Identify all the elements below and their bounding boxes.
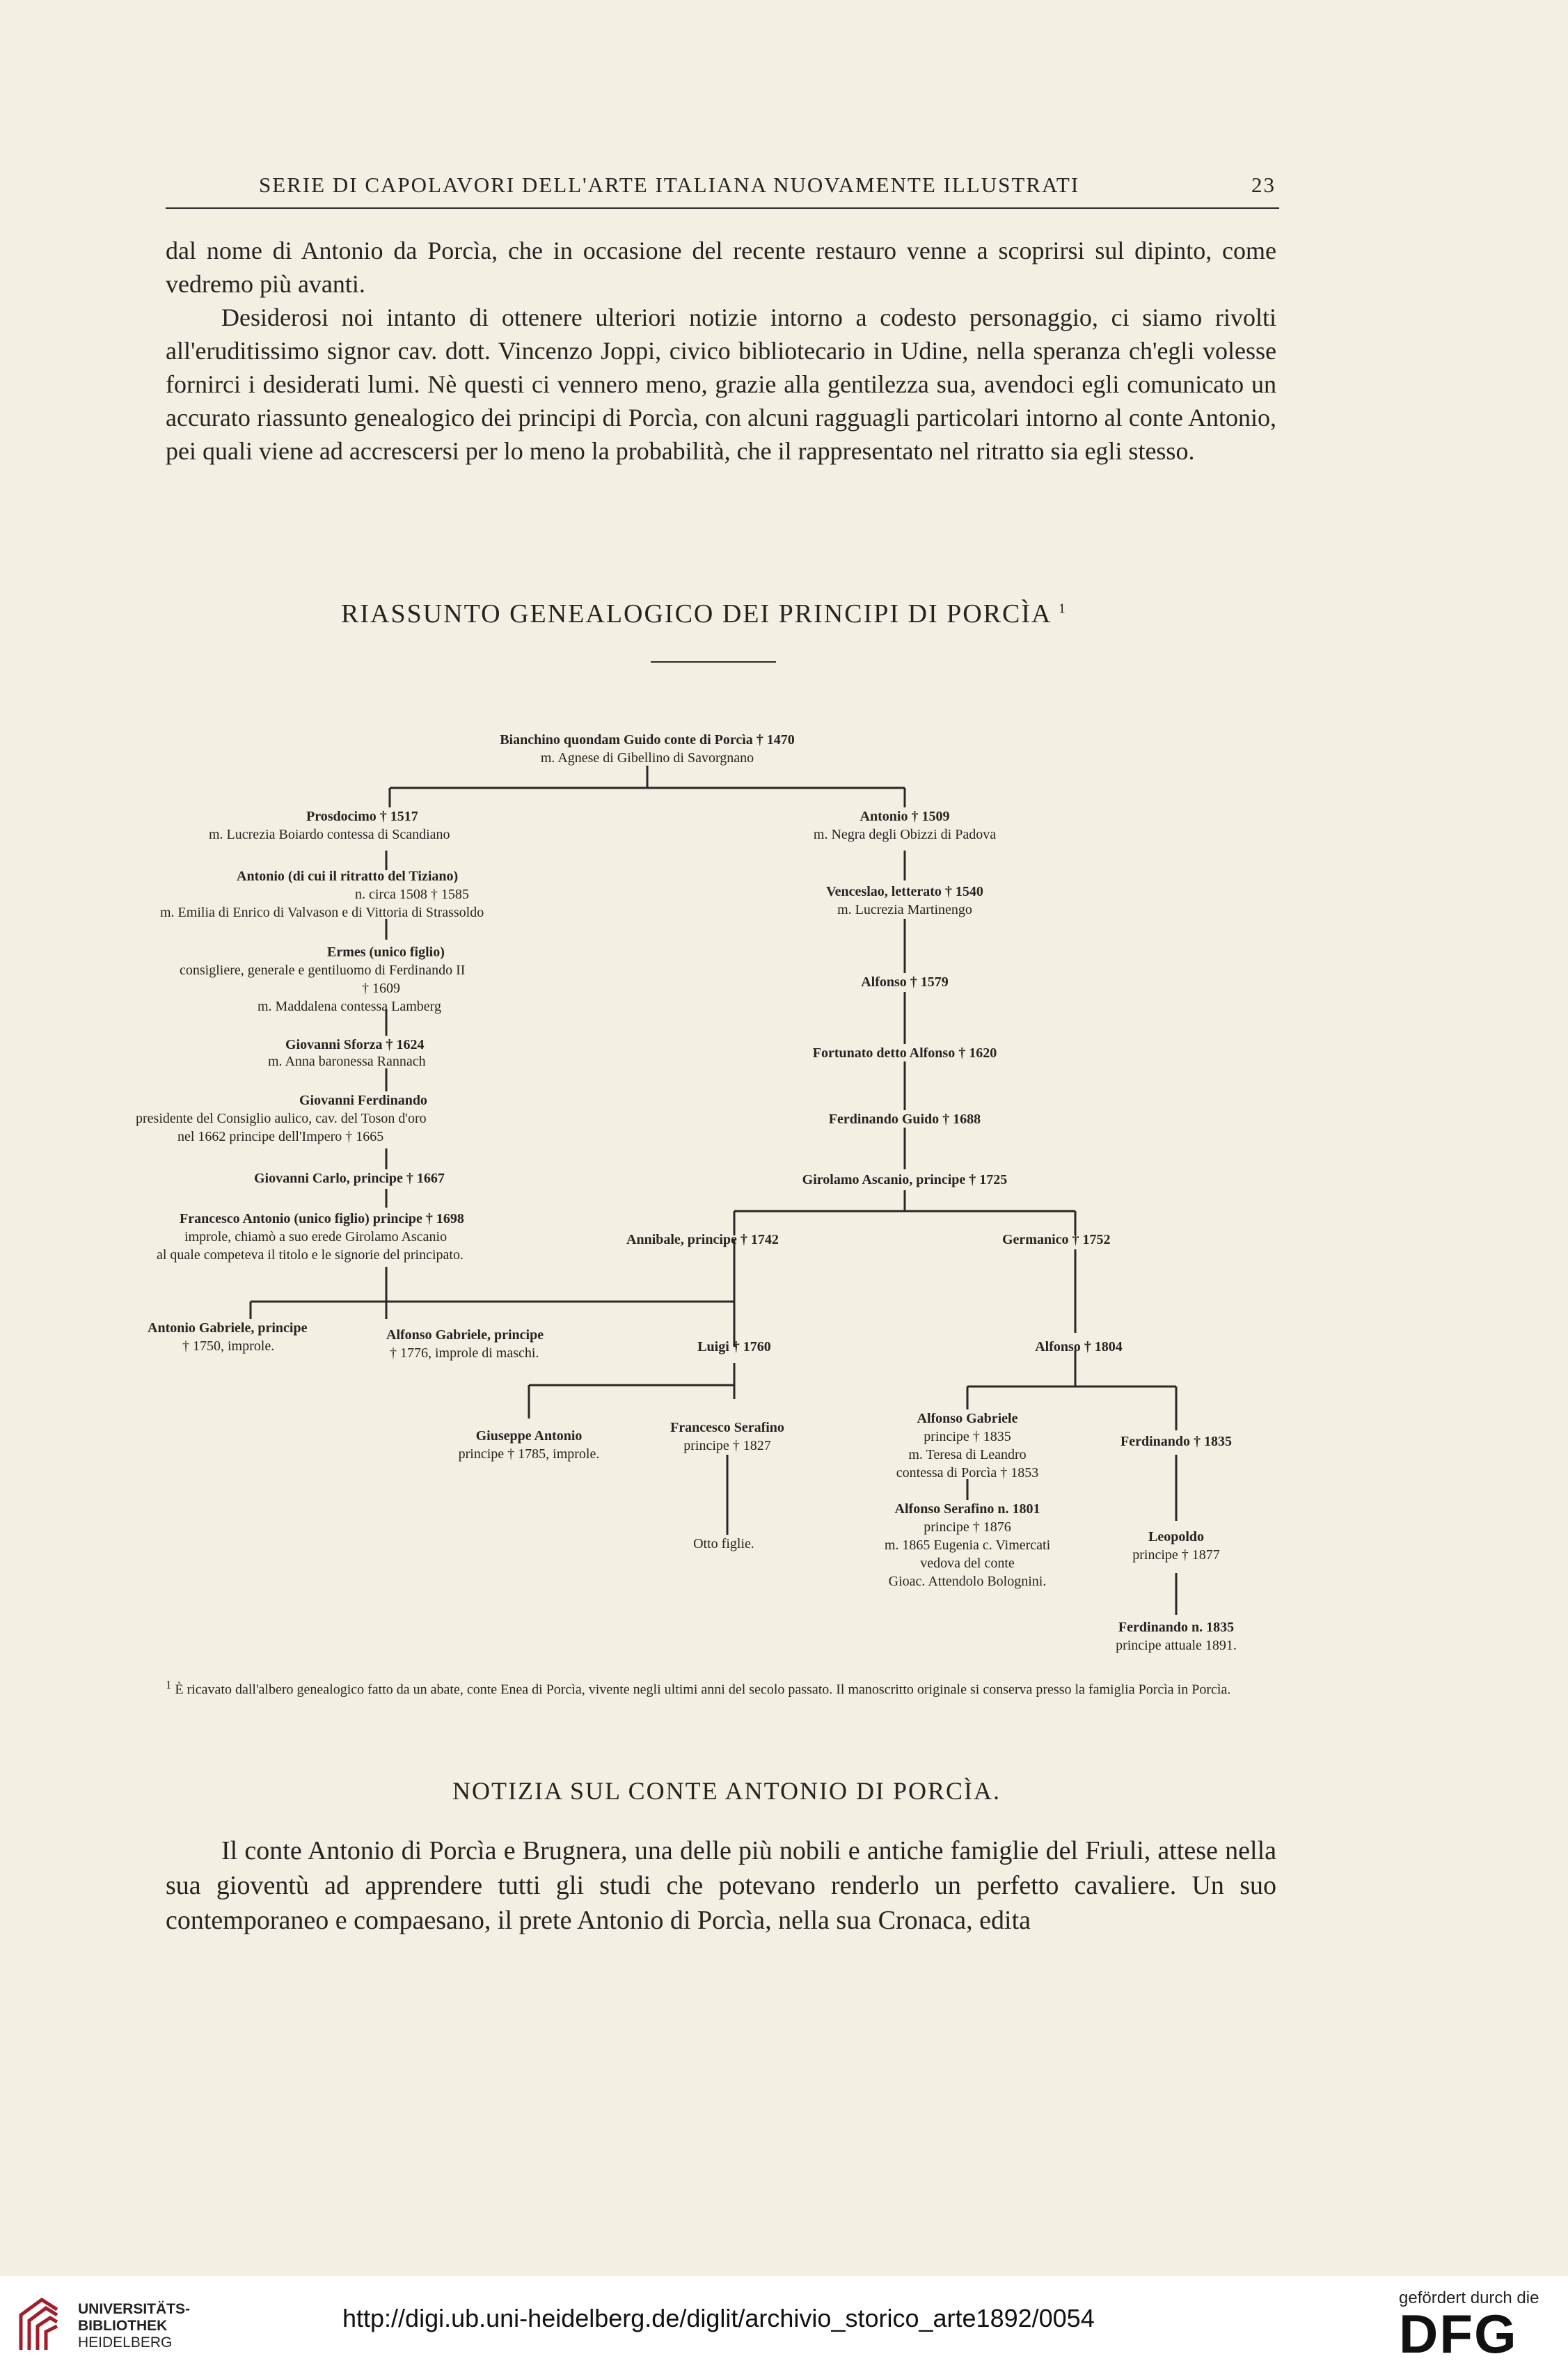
node-antonio-gabriele [148,1319,307,1337]
node-giuseppe-antonio-name: Giuseppe Antonio [475,1428,583,1444]
section-title: NOTIZIA SUL CONTE ANTONIO DI PORCÌA. [452,1777,1001,1805]
node-ferdinando-born [1072,1618,1281,1654]
node-leopoldo-name: Leopoldo [1148,1529,1205,1545]
running-title: SERIE DI CAPOLAVORI DELL'ARTE ITALIANA NUOVAMENTE ILLUSTRATI [259,173,1080,197]
node-alfonso-1804-name: Alfonso † 1804 [1035,1339,1123,1354]
node-girolamo-ascanio [731,1171,1079,1189]
node-francesco-antonio-line2: al quale competeva il titolo e le signorie del principato. [157,1247,464,1263]
node-fortunato-name: Fortunato detto Alfonso † 1620 [812,1045,997,1061]
node-fortunato [731,1044,1079,1062]
node-ermes-death: † 1609 [362,981,400,996]
node-giovanni-carlo [254,1169,445,1187]
node-alfonso-gabriele-1-line: † 1776, improle di maschi. [390,1345,539,1361]
node-antonio-right [766,807,1044,844]
intro-paragraph-1: dal nome di Antonio da Porcìa, che in occasione del recente restauro venne a scoprirsi sul dipinto, come vedremo più avanti. [166,237,1276,298]
node-ermes [327,943,445,961]
node-germanico [1002,1231,1111,1249]
node-antonio-1-dates: n. circa 1508 † 1585 [355,887,469,902]
section-paragraph: Il conte Antonio di Porcìa e Brugnera, una delle più nobili e antiche famiglie del Friuli, attese nella sua gioventù ad apprendere tutti gli studi che potevano renderlo un perfetto cavaliere. Un suo contemporaneo e compaesano, il prete Antonio di Porcìa, nella sua Cronaca, edita [166,1836,1276,1935]
node-giovanni-sforza-name: Giovanni Sforza † 1624 [285,1037,425,1052]
node-francesco-antonio-line1: improle, chiamò a suo erede Girolamo Ascanio [184,1229,448,1245]
node-otto-figlie: Otto figlie. [693,1536,754,1551]
node-francesco-antonio [180,1210,464,1228]
footer-bar [0,2276,1568,2370]
node-venceslao-spouse: m. Lucrezia Martinengo [837,902,972,917]
funded-by-text: gefördert durch die [1399,2289,1539,2307]
node-girolamo-ascanio-name: Girolamo Ascanio, principe † 1725 [802,1172,1008,1187]
node-alfonso-gabriele-1-name: Alfonso Gabriele, principe [386,1327,544,1343]
node-venceslao-name: Venceslao, letterato † 1540 [826,884,983,899]
node-francesco-serafino [626,1419,828,1455]
page-number: 23 [1251,173,1276,197]
node-prosdocimo [306,807,418,825]
node-antonio-1-spouse: m. Emilia di Enrico di Valvason e di Vittoria di Strassoldo [160,905,484,920]
genealogy-title-text: RIASSUNTO GENEALOGICO DEI PRINCIPI DI PORCÌA [341,599,1051,629]
footnote [166,1676,1276,1699]
node-ferdinando-guido-name: Ferdinando Guido † 1688 [828,1112,981,1127]
node-alfonso-1579 [766,973,1044,991]
node-antonio-1 [237,867,458,885]
node-antonio-gabriele-name: Antonio Gabriele, principe [148,1320,308,1336]
dfg-logo: DFG [1399,2303,1518,2364]
node-antonio-gabriele-line: † 1750, improle. [182,1338,275,1354]
node-luigi-name: Luigi † 1760 [697,1339,771,1354]
node-alfonso-gabriele-1 [386,1326,544,1344]
node-germanico-name: Germanico † 1752 [1002,1232,1111,1247]
node-alfonso-serafino-line1: principe † 1876 [924,1519,1011,1535]
library-name-line1: UNIVERSITÄTS- [78,2301,191,2317]
node-giovanni-carlo-name: Giovanni Carlo, principe † 1667 [254,1171,445,1186]
node-alfonso-1804 [1002,1338,1155,1356]
node-ferdinando-guido [731,1110,1079,1128]
node-bianchino-spouse: m. Agnese di Gibellino di Savorgnano [540,750,754,766]
node-giovanni-sforza [285,1036,424,1054]
node-giovanni-ferdinando-name: Giovanni Ferdinando [299,1093,427,1108]
node-annibale [626,1231,779,1249]
node-francesco-serafino-name: Francesco Serafino [670,1420,784,1435]
node-giovanni-ferdinando-line2: nel 1662 principe dell'Impero † 1665 [177,1129,384,1144]
node-alfonso-gabriele-2-line1: principe † 1835 [924,1429,1011,1444]
node-bianchino-name: Bianchino quondam Guido conte di Porcìa † 1470 [500,732,795,748]
library-name-line3: HEIDELBERG [78,2335,173,2351]
node-antonio-1-name: Antonio (di cui il ritratto del Tiziano) [237,869,459,884]
node-bianchino [438,731,856,767]
node-ferdinando-born-name: Ferdinando n. 1835 [1118,1620,1235,1635]
node-giovanni-sforza-spouse: m. Anna baronessa Rannach [268,1054,426,1069]
node-francesco-serafino-line: principe † 1827 [683,1438,771,1453]
node-alfonso-gabriele-2 [856,1409,1079,1482]
node-alfonso-gabriele-2-line2: m. Teresa di Leandro [908,1447,1027,1462]
digital-library-url-link[interactable]: http://digi.ub.uni-heidelberg.de/diglit/archivio_storico_arte1892/0054 [342,2304,1095,2332]
section-text [166,1833,1276,1938]
node-alfonso-serafino-line4: Gioac. Attendolo Bolognini. [888,1574,1047,1589]
node-alfonso-serafino-line3: vedova del conte [920,1556,1015,1571]
node-alfonso-serafino-name: Alfonso Serafino n. 1801 [894,1501,1040,1517]
node-ferdinando-1835-name: Ferdinando † 1835 [1120,1434,1233,1449]
node-prosdocimo-spouse: m. Lucrezia Boiardo contessa di Scandiano [209,827,450,842]
node-luigi [654,1338,814,1356]
node-ermes-title: consigliere, generale e gentiluomo di Ferdinando II [180,963,466,978]
node-ferdinando-1835 [1086,1432,1267,1451]
node-francesco-antonio-name: Francesco Antonio (unico figlio) principe † 1698 [180,1211,464,1226]
node-ermes-name: Ermes (unico figlio) [327,945,445,960]
node-ferdinando-born-line: principe attuale 1891. [1116,1638,1237,1653]
footnote-marker: 1 [166,1678,172,1691]
node-giovanni-ferdinando-line1: presidente del Consiglio aulico, cav. del Toson d'oro [136,1111,427,1126]
node-giuseppe-antonio-line: principe † 1785, improle. [458,1446,600,1462]
node-giovanni-ferdinando [299,1091,427,1109]
node-leopoldo-line: principe † 1877 [1132,1547,1220,1563]
genealogy-title-note: 1 [1058,601,1067,617]
node-alfonso-gabriele-2-name: Alfonso Gabriele [917,1411,1018,1426]
library-logo-icon [14,2294,64,2357]
library-name-line2: BIBLIOTHEK [78,2318,168,2334]
node-prosdocimo-name: Prosdocimo † 1517 [306,809,418,824]
node-alfonso-1579-name: Alfonso † 1579 [861,974,949,990]
intro-paragraph-2: Desiderosi noi intanto di ottenere ulteriori notizie intorno a codesto personaggio, ci siamo rivolti all'eruditissimo signor cav. dott. Vincenzo Joppi, civico bibliotecario in Udine, nella speranza ch'egli volesse fornirci i desiderati lumi. Nè questi ci vennero meno, grazie alla gentilezza sua, avendoci egli comunicato un accurato riassunto genealogico dei principi di Porcìa, con alcuni ragguagli particolari intorno al conte Antonio, pei quali viene ad accrescersi per lo meno la probabilità, che il rappresentato nel ritratto sia egli stesso. [166,303,1276,465]
node-venceslao [766,883,1044,919]
node-antonio-right-spouse: m. Negra degli Obizzi di Padova [813,827,997,842]
node-annibale-name: Annibale, principe † 1742 [626,1232,779,1247]
node-alfonso-serafino-line2: m. 1865 Eugenia c. Vimercati [884,1538,1051,1553]
node-leopoldo [1086,1528,1267,1564]
node-alfonso-serafino [835,1500,1100,1590]
node-antonio-right-name: Antonio † 1509 [860,809,950,824]
node-alfonso-gabriele-2-line3: contessa di Porcìa † 1853 [896,1465,1039,1480]
node-ermes-spouse: m. Maddalena contessa Lamberg [258,999,441,1014]
footnote-text: È ricavato dall'albero genealogico fatto da un abate, conte Enea di Porcìa, vivente negli ultimi anni del secolo passato. Il manoscritto originale si conserva presso la famiglia Porcìa in Porcìa. [175,1682,1231,1698]
